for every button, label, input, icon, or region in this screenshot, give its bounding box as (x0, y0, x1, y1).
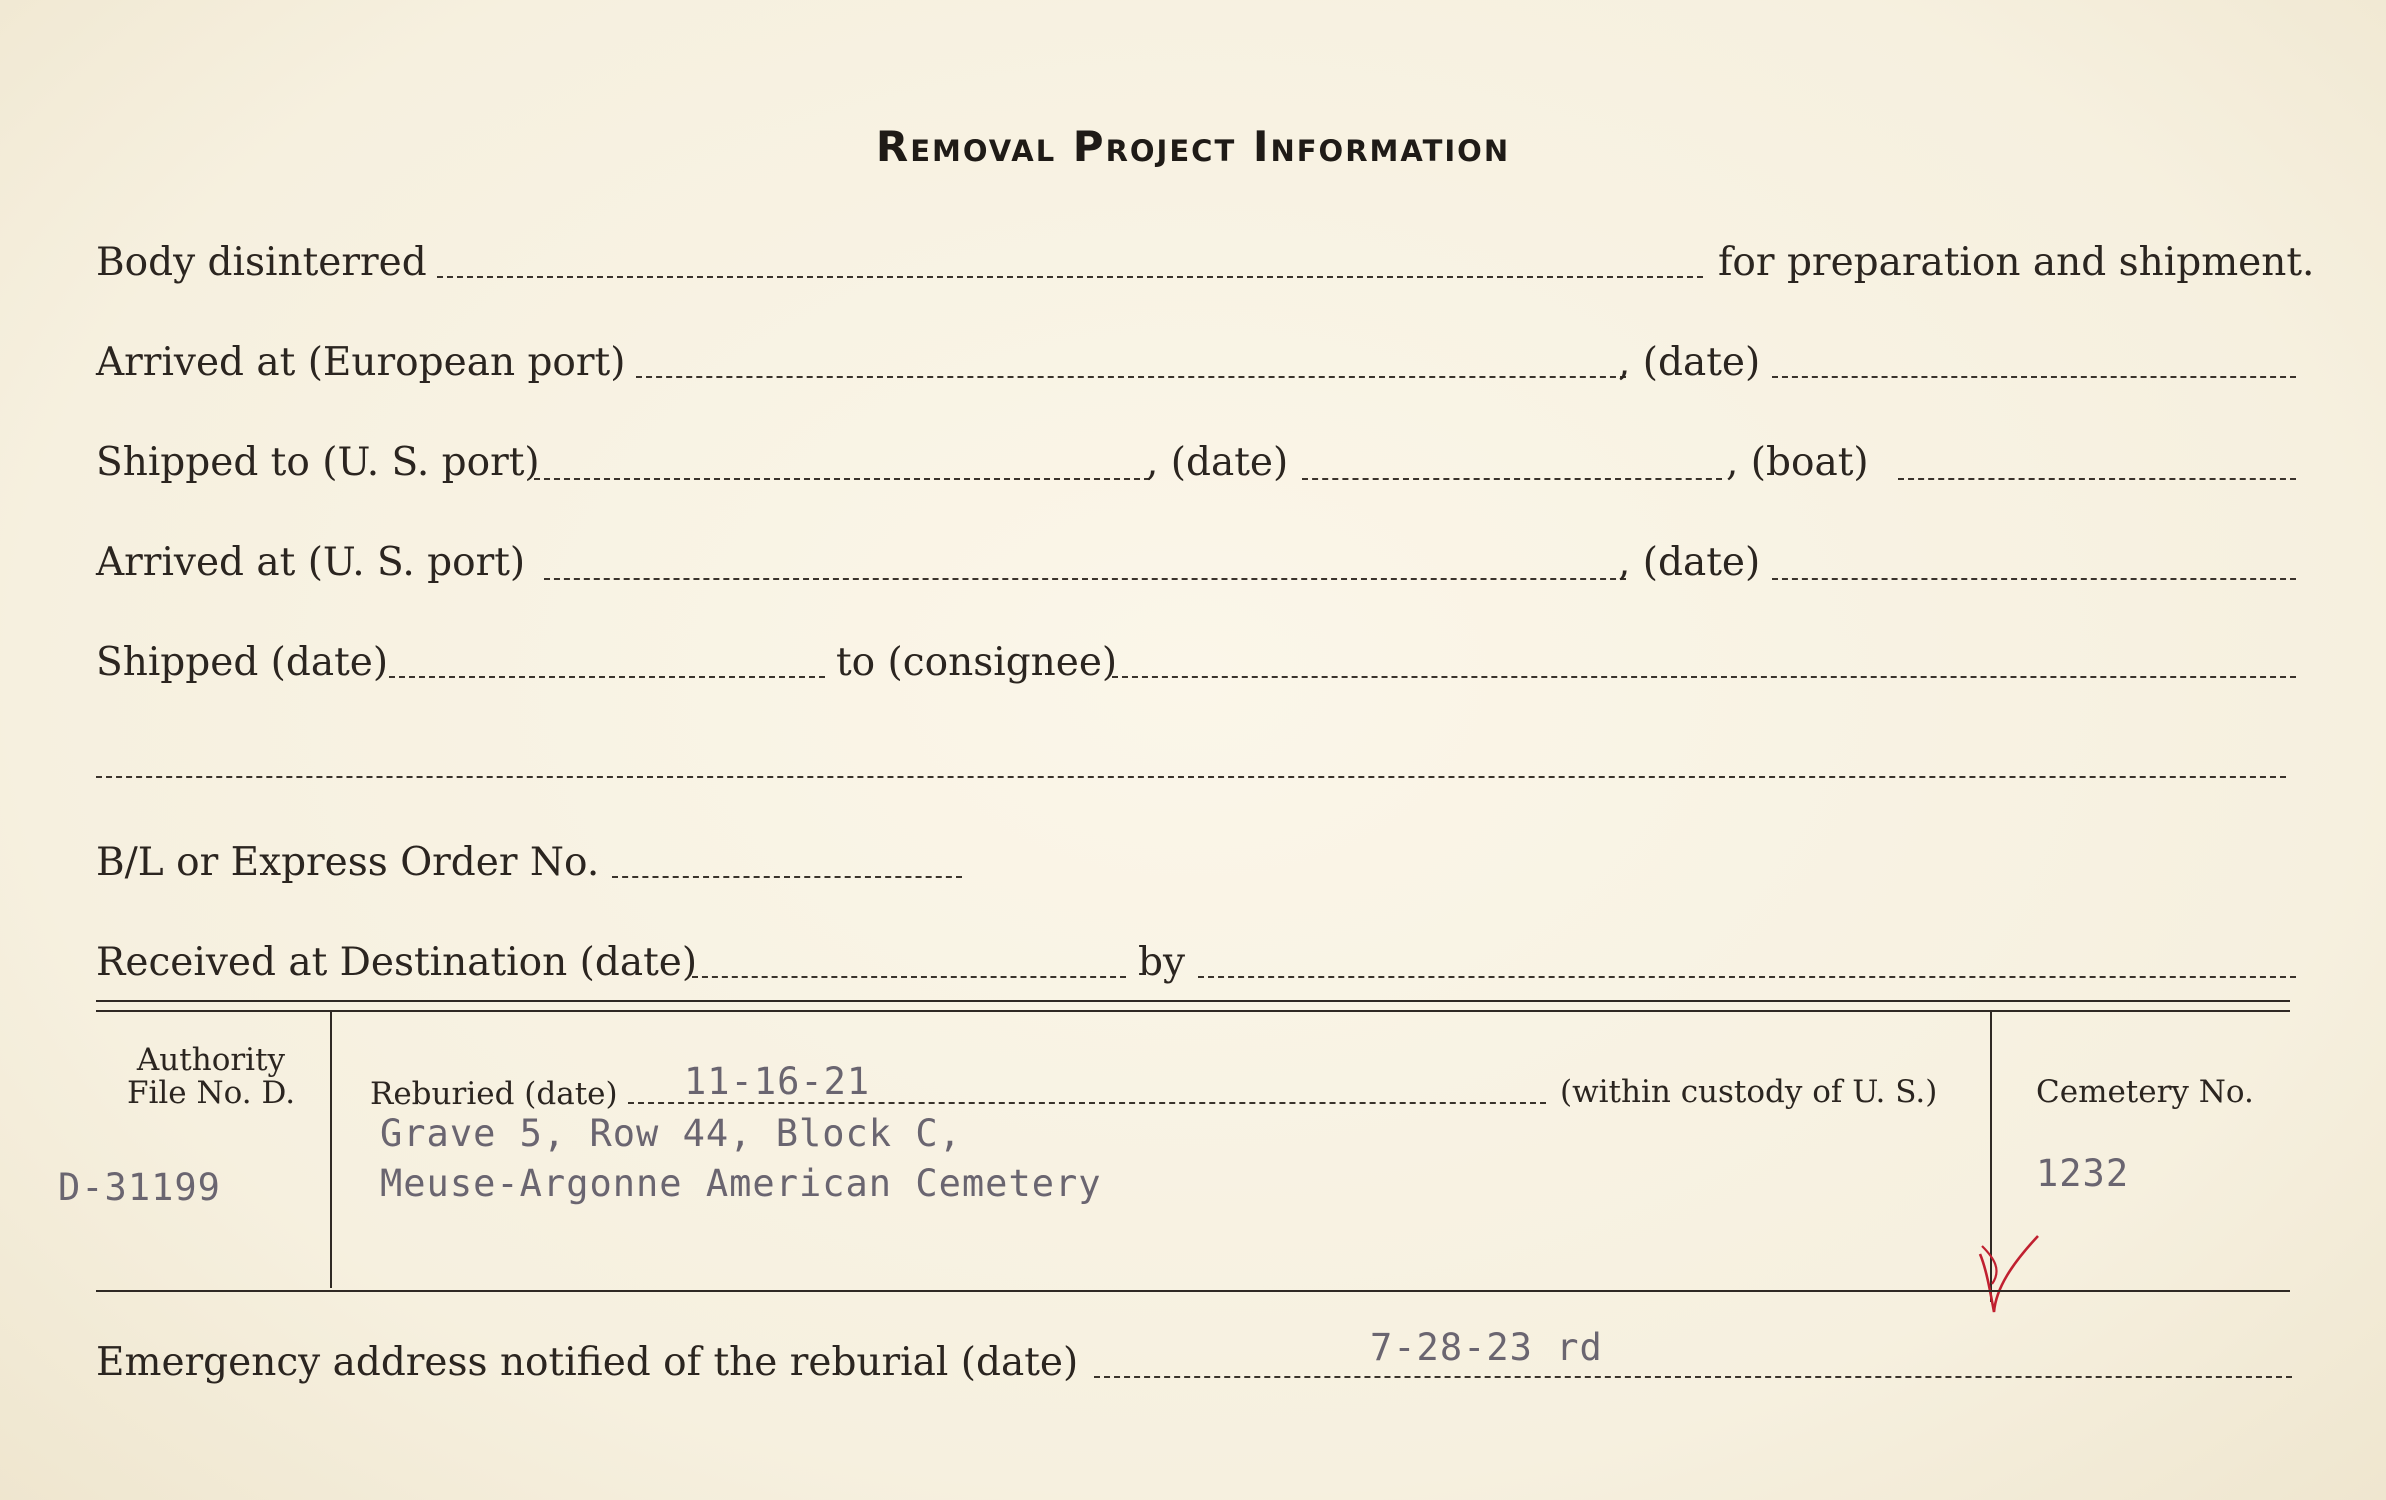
arrived-european-date-field (1772, 376, 2296, 378)
arrived-us-field (544, 578, 1626, 580)
received-dest-field (692, 976, 1126, 978)
consignee-field (1112, 676, 2296, 678)
for-preparation-label: for preparation and shipment. (1718, 240, 2315, 285)
column-divider-left (330, 1012, 332, 1288)
authority-label-line1: Authority (136, 1042, 286, 1078)
arrived-european-date-label: , (date) (1618, 340, 1761, 385)
bl-order-field (612, 876, 962, 878)
cemetery-no-label: Cemetery No. (2036, 1074, 2254, 1110)
divider-bottom (96, 1290, 2290, 1292)
arrived-european-field (636, 376, 1626, 378)
arrived-us-date-label: , (date) (1618, 540, 1761, 585)
boat-label: , (boat) (1726, 440, 1869, 485)
reburied-date: 11-16-21 (684, 1060, 871, 1103)
shipped-to-us-field (534, 478, 1150, 480)
divider-top (96, 1000, 2290, 1002)
arrived-us-label: Arrived at (U. S. port) (96, 540, 526, 585)
by-field (1198, 976, 2296, 978)
shipped-to-us-label: Shipped to (U. S. port) (96, 440, 540, 485)
by-label: by (1138, 940, 1185, 985)
within-custody-label: (within custody of U. S.) (1560, 1074, 1938, 1110)
arrived-us-date-field (1772, 578, 2296, 580)
reburied-label: Reburied (date) (370, 1076, 618, 1112)
shipped-date-field (389, 676, 825, 678)
boat-field (1898, 478, 2296, 480)
emergency-date: 7-28-23 rd (1370, 1326, 1603, 1369)
body-disinterred-label: Body disinterred (96, 240, 427, 285)
received-dest-label: Received at Destination (date) (96, 940, 698, 985)
arrived-european-label: Arrived at (European port) (96, 340, 626, 385)
consignee-label: to (consignee) (836, 640, 1118, 685)
emergency-date-field (1094, 1376, 2292, 1378)
emergency-label: Emergency address notified of the reburial (date) (96, 1340, 1079, 1385)
body-disinterred-field (437, 276, 1703, 278)
red-pencil-check-icon (1972, 1228, 2042, 1318)
shipped-date-label: Shipped (date) (96, 640, 389, 685)
consignee-continuation-field (96, 776, 2286, 778)
shipped-to-us-date-label: , (date) (1146, 440, 1289, 485)
divider-top-inner (96, 1010, 2290, 1012)
authority-label (96, 1044, 326, 1110)
authority-file-number: D-31199 (58, 1166, 221, 1209)
authority-label-line2: File No. D. (126, 1075, 296, 1111)
bl-order-label: B/L or Express Order No. (96, 840, 600, 885)
grave-location-line1: Grave 5, Row 44, Block C, (380, 1112, 962, 1155)
page-title: Removal Project Information (875, 122, 1511, 171)
shipped-to-us-date-field (1302, 478, 1722, 480)
cemetery-number: 1232 (2036, 1152, 2130, 1195)
grave-location-line2: Meuse-Argonne American Cemetery (380, 1162, 1102, 1205)
